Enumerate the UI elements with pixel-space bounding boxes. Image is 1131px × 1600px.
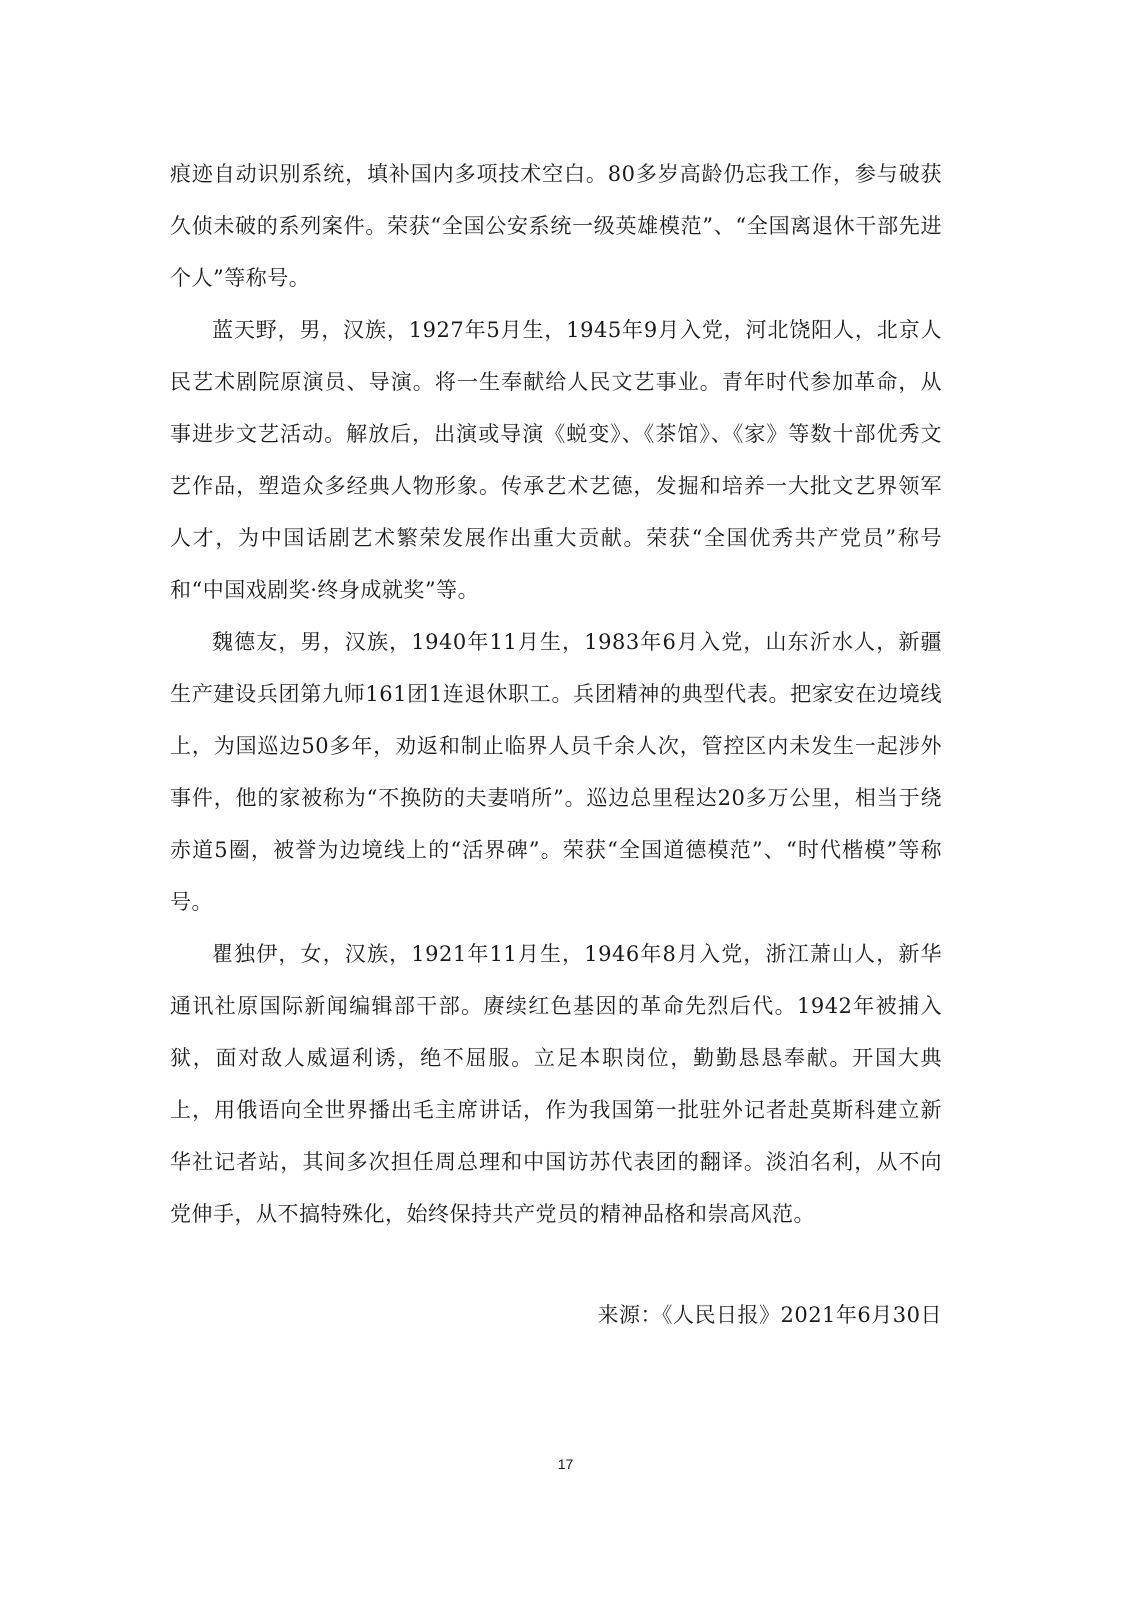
paragraph-lan-tianye: 蓝天野，男，汉族，1927年5月生，1945年9月入党，河北饶阳人，北京人民艺术剧院原演员、导演。将一生奉献给人民文艺事业。青年时代参加革命，从事进步文艺活动。解放后，出演或导演《蜕变》、《茶馆》、《家》等数十部优秀文艺作品，塑造众多经典人物形象。传承艺术艺德，发掘和培养一大批文艺界领军人才，为中国话剧艺术繁荣发展作出重大贡献。荣获“全国优秀共产党员”称号和“中国戏剧奖·终身成就奖”等。: [170, 318, 942, 602]
page-number: 17: [557, 1456, 574, 1472]
paragraph-wei-deyou: 魏德友，男，汉族，1940年11月生，1983年6月入党，山东沂水人，新疆生产建设兵团第九师161团1连退休职工。兵团精神的典型代表。把家安在边境线上，为国巡边50多年，劝返和制止临界人员千余人次，管控区内未发生一起涉外事件，他的家被称为“不换防的夫妻哨所”。巡边总里程达20多万公里，相当于绕赤道5圈，被誉为边境线上的“活界碑”。荣获“全国道德模范”、“时代楷模”等称号。: [170, 630, 942, 914]
source-citation: 来源：《人民日报》2021年6月30日: [597, 1303, 942, 1327]
paragraph-qu-duyi: 瞿独伊，女，汉族，1921年11月生，1946年8月入党，浙江萧山人，新华通讯社原国际新闻编辑部干部。赓续红色基因的革命先烈后代。1942年被捕入狱，面对敌人威逼利诱，绝不屈服。立足本职岗位，勤勤恳恳奉献。开国大典上，用俄语向全世界播出毛主席讲话，作为我国第一批驻外记者赴莫斯科建立新华社记者站，其间多次担任周总理和中国访苏代表团的翻译。淡泊名利，从不向党伸手，从不搞特殊化，始终保持共产党员的精神品格和崇高风范。: [170, 942, 942, 1226]
paragraph-continuation: 痕迹自动识别系统，填补国内多项技术空白。80多岁高龄仍忘我工作，参与破获久侦未破的系列案件。荣获“全国公安系统一级英雄模范”、“全国离退休干部先进个人”等称号。: [170, 162, 942, 290]
document-body: [170, 148, 942, 1240]
